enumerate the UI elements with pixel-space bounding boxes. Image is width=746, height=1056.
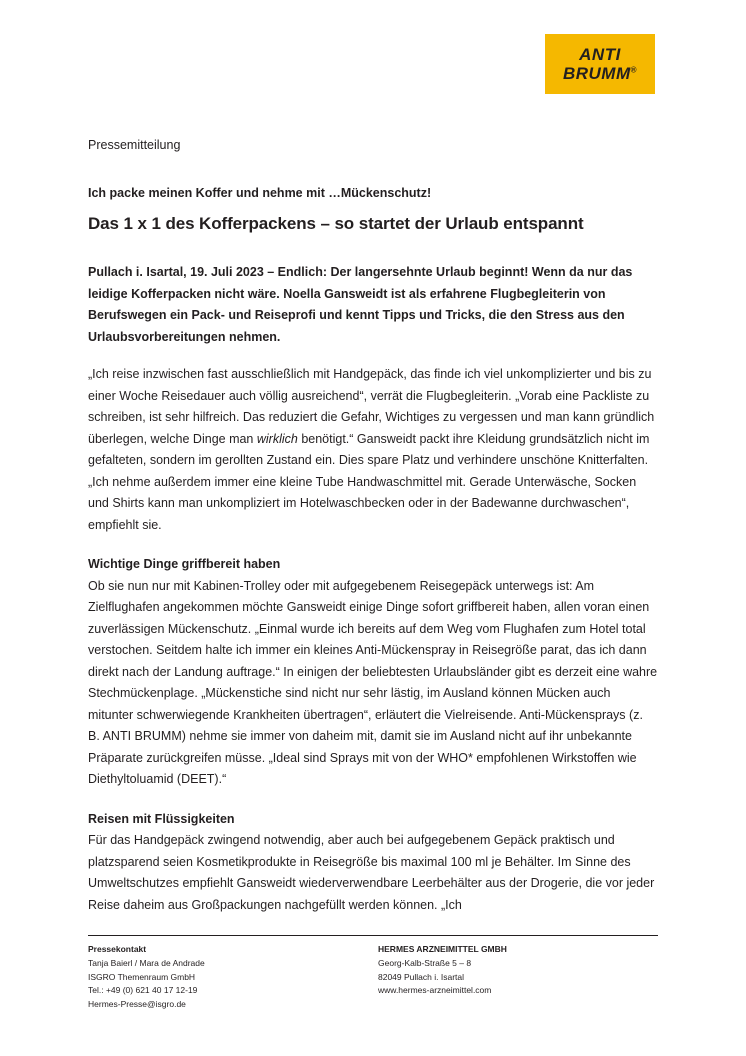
footer-company-info [378, 943, 658, 1012]
document-kicker: Pressemitteilung [88, 138, 181, 152]
page-footer [88, 935, 658, 1012]
paragraph-one-part-a: „Ich reise inzwischen fast ausschließlich mit Handgepäck, das finde ich viel unkomplizierter und bis zu einer Woche Reisedauer auch völlig ausreichend“, verrät die Flugbegleiterin. „Vorab eine Packliste zu schreiben, ist sehr hilfreich. Das reduziert die Gefahr, Wichtiges zu vergessen und man kann gründlich überlegen, welche Dinge man [88, 367, 655, 446]
footer-company-street: Georg-Kalb-Straße 5 – 8 [378, 957, 472, 968]
logo-line-two-text: BRUMM [562, 64, 631, 83]
footer-press-contact-email[interactable]: Hermes-Presse@isgro.de [88, 999, 186, 1010]
paragraph-one-emphasis: wirklich [256, 431, 298, 446]
section-two-body: Ob sie nun nur mit Kabinen-Trolley oder mit aufgegebenem Reisegepäck unterwegs ist: Am Zielflughafen angekommen möchte Gansweidt einige Dinge sofort griffbereit haben, allen voran einen zuverlässigen Mückenschutz. „Einmal wurde ich bereits auf dem Weg vom Flughafen zum Hotel total verstochen. Seitdem halte ich immer ein kleines Anti-Mückenspray in Reisegröße parat, das ich dann direkt nach der Landung auftrage.“ In einigen der beliebtesten Urlaubsländer gibt es derzeit eine wahre Stechmückenplage. „Mückenstiche sind nicht nur sehr lästig, im Ausland können Mücken auch mitunter schwerwiegende Krankheiten übertragen“, erläutert die Vielreisende. Anti-Mückensprays (z. B. ANTI BRUMM) nehme sie immer von daheim mit, damit sie im Ausland nicht auf ihr unbekannte Präparate zurückgreifen müsse. „Ideal sind Sprays mit von der WHO* empfohlenen Wirkstoffen wie Diethyltoluamid (DEET).“ [88, 578, 658, 786]
footer-company-name: HERMES ARZNEIMITTEL GMBH [378, 944, 507, 954]
footer-press-contact-line: Tanja Baierl / Mara de Andrade [88, 957, 205, 968]
document-subhead: Ich packe meinen Koffer und nehme mit …Mückenschutz! [88, 186, 432, 200]
lede-paragraph: Pullach i. Isartal, 19. Juli 2023 – Endlich: Der langersehnte Urlaub beginnt! Wenn da nur das leidige Kofferpacken nicht wäre. Noella Gansweidt ist als erfahrene Flugbegleiterin von Berufswegen ein Pack- und Reiseprofi und kennt Tipps und Tricks, die den Stress aus den Urlaubsvorbereitungen nehmen. [88, 265, 633, 344]
page-title: Das 1 x 1 des Kofferpackens – so startet der Urlaub entspannt [88, 214, 584, 233]
footer-press-contact-line: Tel.: +49 (0) 621 40 17 12-19 [88, 985, 198, 996]
footer-press-contact-title: Pressekontakt [88, 944, 147, 954]
section-three-body: Für das Handgepäck zwingend notwendig, aber auch bei aufgegebenem Gepäck praktisch und platzsparend seien Kosmetikprodukte in Reisegröße bis maximal 100 ml je Behälter. Im Sinne des Umweltschutzes empfiehlt Gansweidt wiederverwendbare Leerbehälter aus der Drogerie, die vor jeder Reise daheim aus Großpackungen nachgefüllt werden können. „Ich [88, 833, 655, 912]
logo-line-two [563, 65, 637, 82]
paragraph-one-part-b: benötigt.“ Gansweidt packt ihre Kleidung grundsätzlich nicht im gefalteten, sondern im gerollten Zustand ein. Dies spare Platz und verhindere unschöne Knitterfalten. „Ich nehme außerdem immer eine kleine Tube Handwaschmittel mit. Gerade Unterwäsche, Socken und Shirts kann man unkompliziert im Hotelwaschbecken oder in der Badewanne durchwaschen“, empfiehlt sie. [88, 431, 650, 532]
footer-press-contact [88, 943, 378, 1012]
document-body [88, 138, 658, 932]
footer-company-city: 82049 Pullach i. Isartal [378, 971, 464, 982]
section-heading-wichtige-dinge: Wichtige Dinge griffbereit haben [88, 557, 281, 571]
section-heading-fluessigkeiten: Reisen mit Flüssigkeiten [88, 811, 235, 826]
footer-press-contact-line: ISGRO Themenraum GmbH [88, 971, 196, 982]
registered-trademark-icon: ® [630, 65, 638, 75]
paragraph-one [88, 364, 658, 536]
logo-line-one: ANTI [579, 45, 621, 64]
anti-brumm-logo [545, 34, 655, 94]
footer-company-website[interactable]: www.hermes-arzneimittel.com [378, 985, 492, 996]
